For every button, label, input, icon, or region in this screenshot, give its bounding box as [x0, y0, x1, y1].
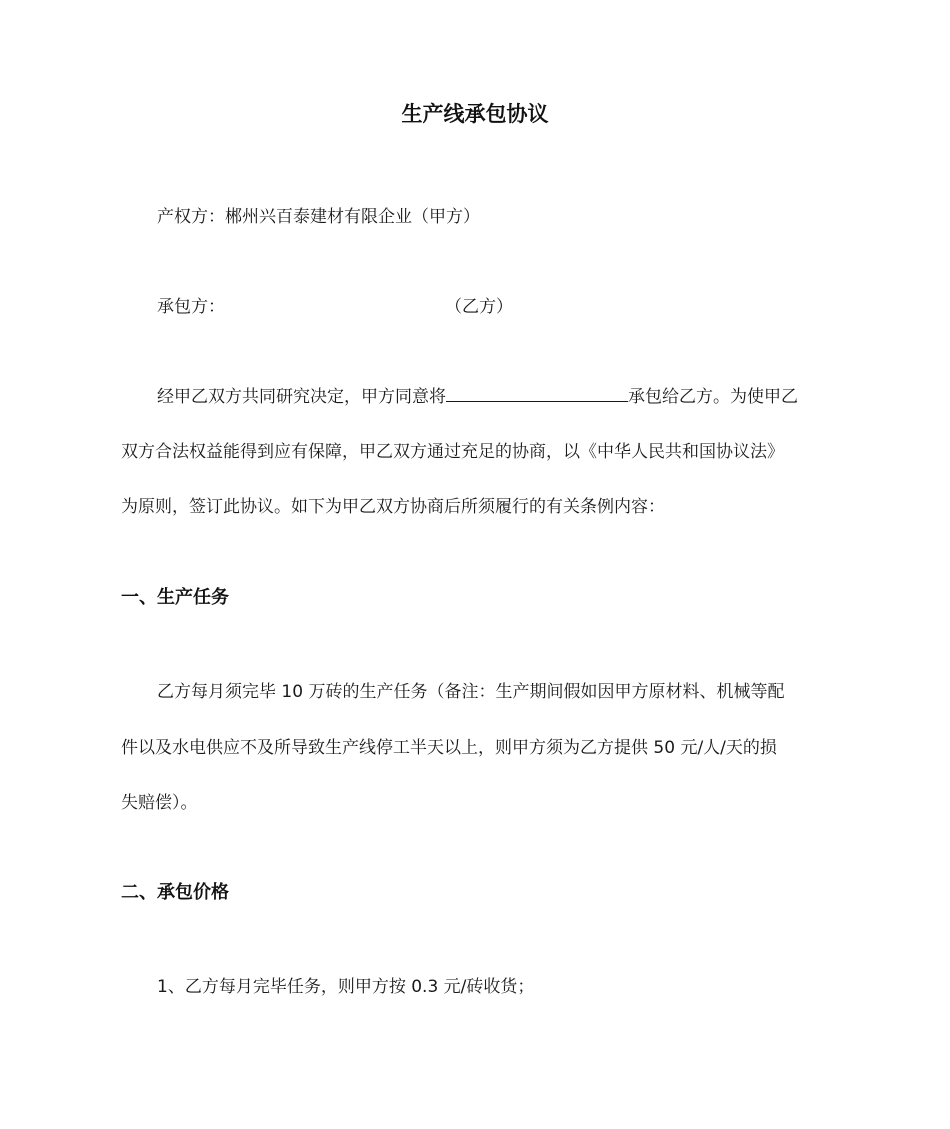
- owner-party-line: 产权方：郴州兴百泰建材有限企业（甲方）: [157, 207, 480, 227]
- intro-line1-before: 经甲乙双方共同研究决定，甲方同意将: [157, 387, 446, 407]
- section-heading-production-task: 一、生产任务: [121, 587, 229, 608]
- section1-paragraph-line-2: 件以及水电供应不及所导致生产线停工半天以上，则甲方须为乙方提供 50 元/人/天的损: [121, 738, 777, 758]
- document-title: 生产线承包协议: [401, 102, 549, 126]
- section2-item-1: 1、乙方每月完毕任务，则甲方按 0.3 元/砖收货；: [157, 977, 535, 997]
- section1-paragraph-line-1: 乙方每月须完毕 10 万砖的生产任务（备注：生产期间假如因甲方原材料、机械等配: [157, 682, 785, 702]
- section1-paragraph-line-3: 失赔偿）。: [121, 793, 198, 813]
- contractor-suffix: （乙方）: [445, 297, 513, 317]
- intro-paragraph-line-2: 双方合法权益能得到应有保障，甲乙双方通过充足的协商，以《中华人民共和国协议法》: [121, 442, 784, 462]
- section-heading-contract-price: 二、承包价格: [121, 882, 229, 903]
- intro-line1-after: 承包给乙方。为使甲乙: [628, 387, 798, 407]
- fill-in-blank: [446, 384, 628, 402]
- intro-paragraph-line-3: 为原则，签订此协议。如下为甲乙双方协商后所须履行的有关条例内容：: [121, 497, 665, 517]
- intro-paragraph-line-1: [157, 384, 798, 409]
- contractor-label: 承包方：: [157, 297, 225, 317]
- contractor-party-line: [157, 295, 513, 319]
